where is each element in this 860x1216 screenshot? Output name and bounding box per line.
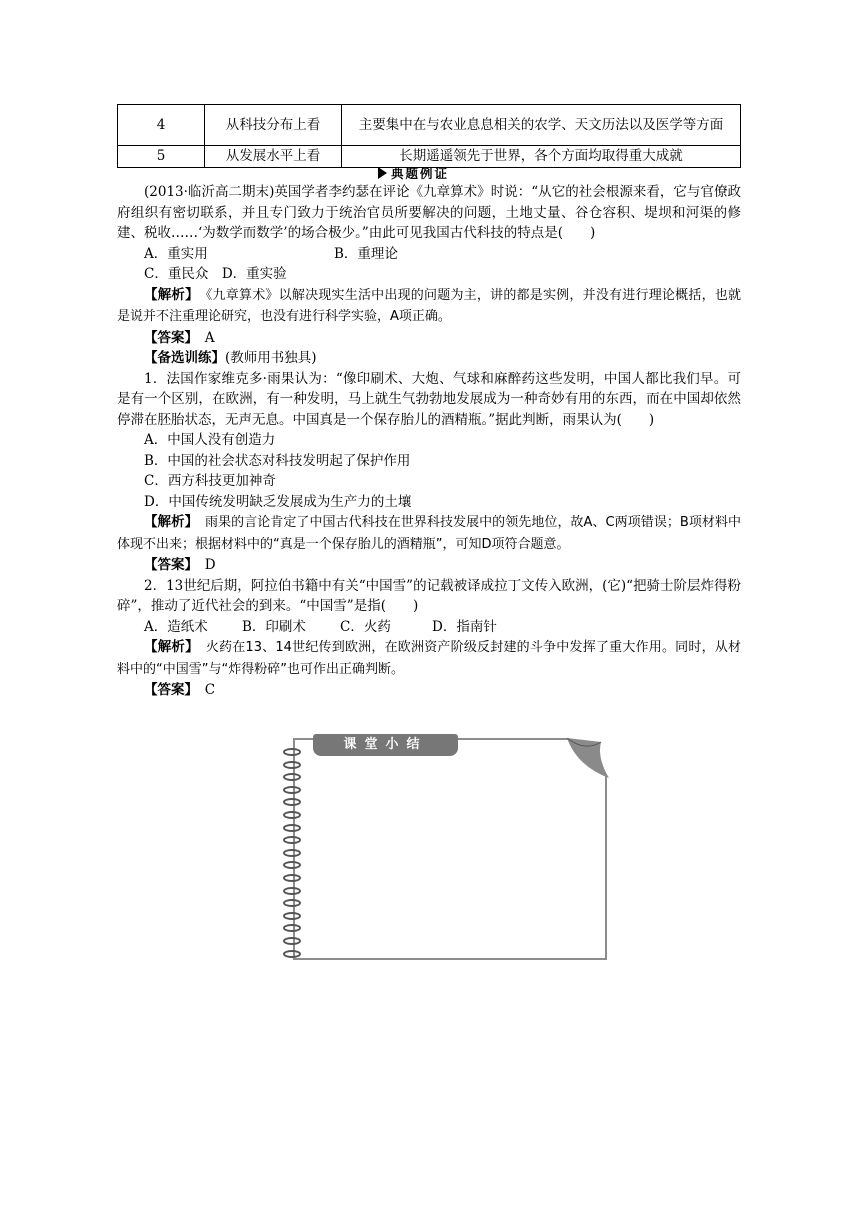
q2-answer bbox=[117, 680, 741, 701]
example-analysis bbox=[117, 285, 741, 328]
table-cell-desc: 主要集中在与农业息息相关的农学、天文历法以及医学等方面 bbox=[342, 105, 741, 146]
q2-options bbox=[117, 617, 741, 638]
example-options-row-1 bbox=[117, 244, 741, 265]
spiral-ring-icon bbox=[283, 849, 301, 857]
analysis-text: 火药在13、14世纪传到欧洲，在欧洲资产阶级反封建的斗争中发挥了重大作用。同时，从材料中的“中国雪”与“炸得粉碎”也可作出正确判断。 bbox=[117, 640, 742, 677]
q2-stem: 2．13世纪后期，阿拉伯书籍中有关“中国雪”的记载被译成拉丁文传入欧洲，(它)“把骑士阶层炸得粉碎”，推动了近代社会的到来。“中国雪”是指( ) bbox=[117, 577, 742, 614]
spiral-ring-icon bbox=[283, 887, 301, 895]
table-row bbox=[118, 105, 741, 146]
notebook-paper bbox=[293, 738, 607, 960]
answer-label: 【答案】 bbox=[144, 329, 192, 346]
main-content bbox=[117, 182, 741, 701]
analysis-label: 【解析】 bbox=[144, 639, 193, 655]
example-options-row-2: C．重民众 D．重实验 bbox=[144, 266, 287, 282]
option-b: B．重理论 bbox=[334, 245, 398, 262]
section-banner bbox=[378, 165, 449, 180]
answer-value: C bbox=[204, 682, 216, 698]
spiral-ring-icon bbox=[283, 937, 301, 945]
q1-stem: 1．法国作家维克多·雨果认为：“像印刷术、大炮、气球和麻醉药这些发明，中国人都比我们早。可是有一个区别，在欧洲，有一种发明，马上就生气勃勃地发展成为一种奇妙有用的东西，而在中国却依然停滞在胚胎状态，无声无息。中国真是一个保存胎儿的酒精瓶。”据此判断，雨果认为( ) bbox=[117, 370, 741, 428]
q1-option-d: D．中国传统发明缺乏发展成为生产力的土壤 bbox=[144, 493, 412, 510]
section-banner-label: 典题例证 bbox=[391, 165, 450, 181]
q2-option-c: C．火药 bbox=[340, 618, 391, 635]
table-cell-num: 4 bbox=[118, 105, 205, 146]
spiral-ring-icon bbox=[283, 811, 301, 819]
answer-value: D bbox=[204, 557, 216, 573]
spiral-ring-icon bbox=[283, 874, 301, 882]
spiral-ring-icon bbox=[283, 950, 301, 958]
answer-label: 【答案】 bbox=[144, 682, 192, 698]
table-cell-num: 5 bbox=[118, 146, 205, 168]
table-cell-aspect: 从发展水平上看 bbox=[205, 146, 342, 168]
analysis-label: 【解析】 bbox=[144, 514, 192, 530]
spiral-ring-icon bbox=[283, 912, 301, 920]
class-summary-notebook bbox=[283, 734, 609, 962]
q1-option-b: B．中国的社会状态对科技发明起了保护作用 bbox=[144, 452, 411, 469]
play-triangle-icon bbox=[378, 167, 387, 179]
table-cell-desc: 长期遥遥领先于世界，各个方面均取得重大成就 bbox=[342, 146, 741, 168]
q2-analysis bbox=[117, 637, 741, 680]
summary-table bbox=[117, 104, 741, 168]
q1-option-c: C．西方科技更加神奇 bbox=[144, 473, 276, 489]
option-a: A．重实用 bbox=[144, 245, 208, 262]
q1-option-a: A．中国人没有创造力 bbox=[144, 432, 276, 448]
q1-answer bbox=[117, 555, 741, 576]
notebook-title-tab: 课堂小结 bbox=[313, 734, 458, 756]
training-heading bbox=[117, 348, 741, 369]
spiral-ring-icon bbox=[283, 824, 301, 832]
example-stem: (2013·临沂高二期末)英国学者李约瑟在评论《九章算术》时说：“从它的社会根源来看，它与官僚政府组织有密切联系，并且专门致力于统治官员所要解决的问题，土地丈量、谷仓容积、堤坝和河渠的修建、税收……‘为数学而数学’的场合极少。”由此可见我国古代科技的特点是( ) bbox=[117, 184, 741, 241]
q2-option-a: A．造纸术 bbox=[144, 618, 208, 635]
example-answer bbox=[117, 328, 741, 349]
answer-label: 【答案】 bbox=[144, 557, 192, 573]
spiral-ring-icon bbox=[283, 748, 301, 756]
training-note: (教师用书独具) bbox=[225, 350, 317, 366]
q2-option-b: B．印刷术 bbox=[242, 618, 306, 635]
table-cell-aspect: 从科技分布上看 bbox=[205, 105, 342, 146]
training-label: 【备选训练】 bbox=[144, 350, 225, 366]
analysis-label: 【解析】 bbox=[144, 286, 193, 303]
spiral-ring-icon bbox=[283, 786, 301, 794]
answer-value: A bbox=[204, 329, 215, 346]
page-curl-icon bbox=[567, 738, 609, 778]
analysis-text: 雨果的言论肯定了中国古代科技在世界科技发展中的领先地位，故A、C两项错误；B项材料中体现不出来；根据材料中的“真是一个保存胎儿的酒精瓶”，可知D项符合题意。 bbox=[117, 515, 742, 552]
spiral-ring-icon bbox=[283, 761, 301, 769]
q1-analysis bbox=[117, 512, 741, 555]
q2-option-d: D．指南针 bbox=[432, 618, 497, 635]
analysis-text: 《九章算术》以解决现实生活中出现的问题为主，讲的都是实例，并没有进行理论概括，也就是说并不注重理论研究，也没有进行科学实验，A项正确。 bbox=[117, 287, 741, 324]
